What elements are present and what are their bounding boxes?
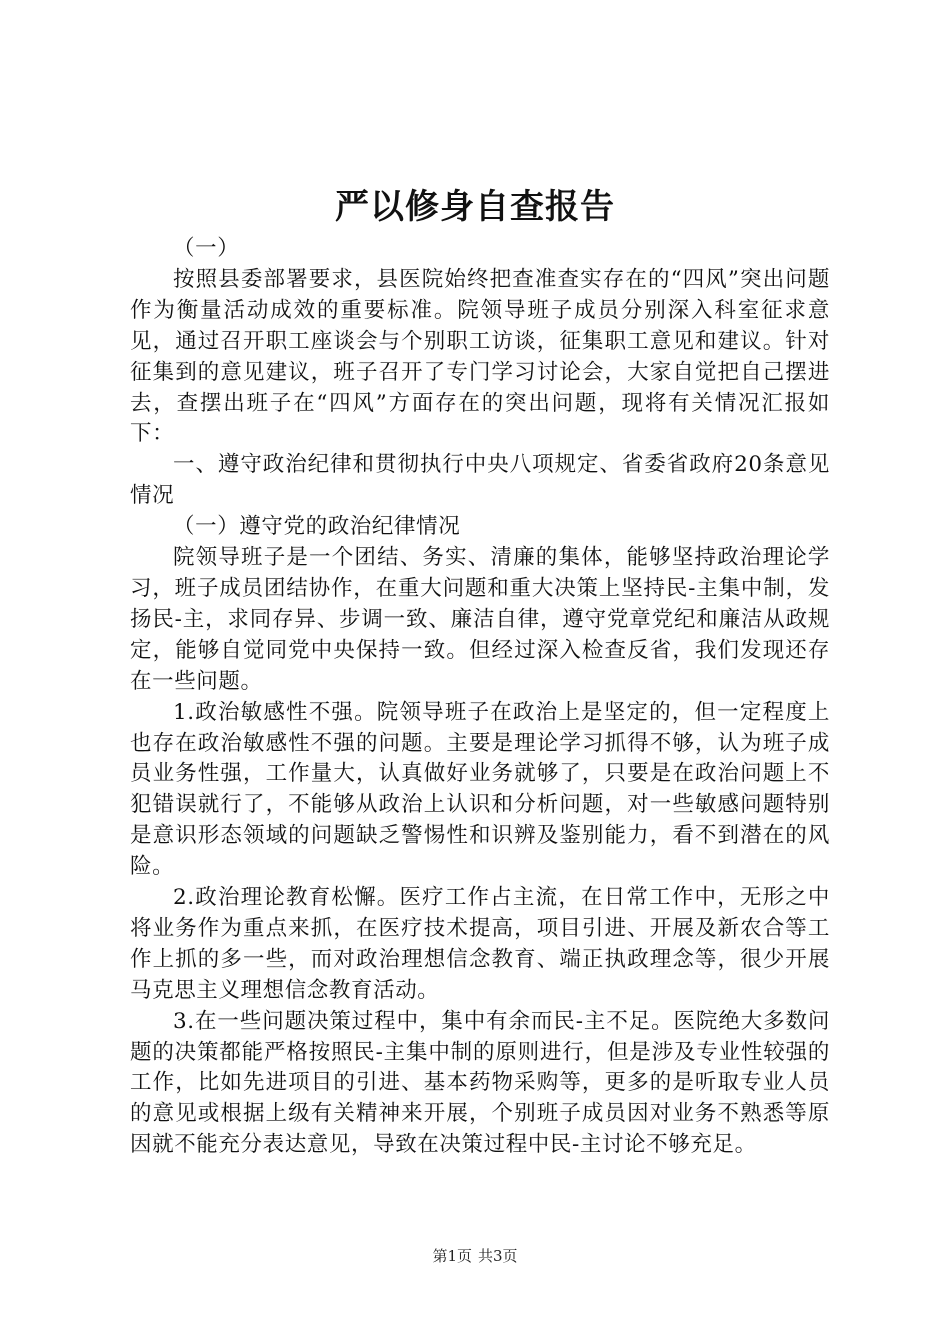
document-body bbox=[130, 234, 830, 1161]
document-title: 严以修身自查报告 bbox=[335, 187, 615, 227]
paragraph-item-3: 3.在一些问题决策过程中，集中有余而民-主不足。医院绝大多数问题的决策都能严格按照民-主集中制的原则进行，但是涉及专业性较强的工作，比如先进项目的引进、基本药物采购等，更多的是听取专业人员的意见或根据上级有关精神来开展，个别班子成员因对业务不熟悉等原因就不能充分表达意见，导致在决策过程中民-主讨论不够充足。 bbox=[130, 1008, 830, 1158]
paragraph-intro: 按照县委部署要求，县医院始终把查准查实存在的“四风”突出问题作为衡量活动成效的重要标准。院领导班子成员分别深入科室征求意见，通过召开职工座谈会与个别职工访谈，征集职工意见和建议。针对征集到的意见建议，班子召开了专门学习讨论会，大家自觉把自己摆进去，查摆出班子在“四风”方面存在的突出问题，现将有关情况汇报如下： bbox=[130, 266, 830, 447]
heading-subsection-one: （一）遵守党的政治纪律情况 bbox=[173, 514, 461, 540]
heading-section-one: 一、遵守政治纪律和贯彻执行中央八项规定、省委省政府20条意见情况 bbox=[130, 452, 830, 509]
page-footer bbox=[0, 1246, 950, 1266]
paragraph-leadership: 院领导班子是一个团结、务实、清廉的集体，能够坚持政治理论学习，班子成员团结协作，在重大问题和重大决策上坚持民-主集中制，发扬民-主，求同存异、步调一致、廉洁自律，遵守党章党纪和廉洁从政规定，能够自觉同党中央保持一致。但经过深入检查反省，我们发现还存在一些问题。 bbox=[130, 545, 830, 694]
page-number: 第1页 bbox=[432, 1247, 472, 1265]
paragraph-section-marker: （一） bbox=[173, 236, 240, 261]
page-total: 共3页 bbox=[478, 1247, 518, 1265]
paragraph-item-2: 2.政治理论教育松懈。医疗工作占主流，在日常工作中，无形之中将业务作为重点来抓，在医疗技术提高，项目引进、开展及新农合等工作上抓的多一些，而对政治理想信念教育、端正执政理念等，很少开展马克思主义理想信念教育活动。 bbox=[130, 885, 830, 1003]
paragraph-item-1: 1.政治敏感性不强。院领导班子在政治上是坚定的，但一定程度上也存在政治敏感性不强的问题。主要是理论学习抓得不够，认为班子成员业务性强，工作量大，认真做好业务就够了，只要是在政治问题上不犯错误就行了，不能够从政治上认识和分析问题，对一些敏感问题特别是意识形态领域的问题缺乏警惕性和识辨及鉴别能力，看不到潜在的风险。 bbox=[130, 699, 830, 880]
